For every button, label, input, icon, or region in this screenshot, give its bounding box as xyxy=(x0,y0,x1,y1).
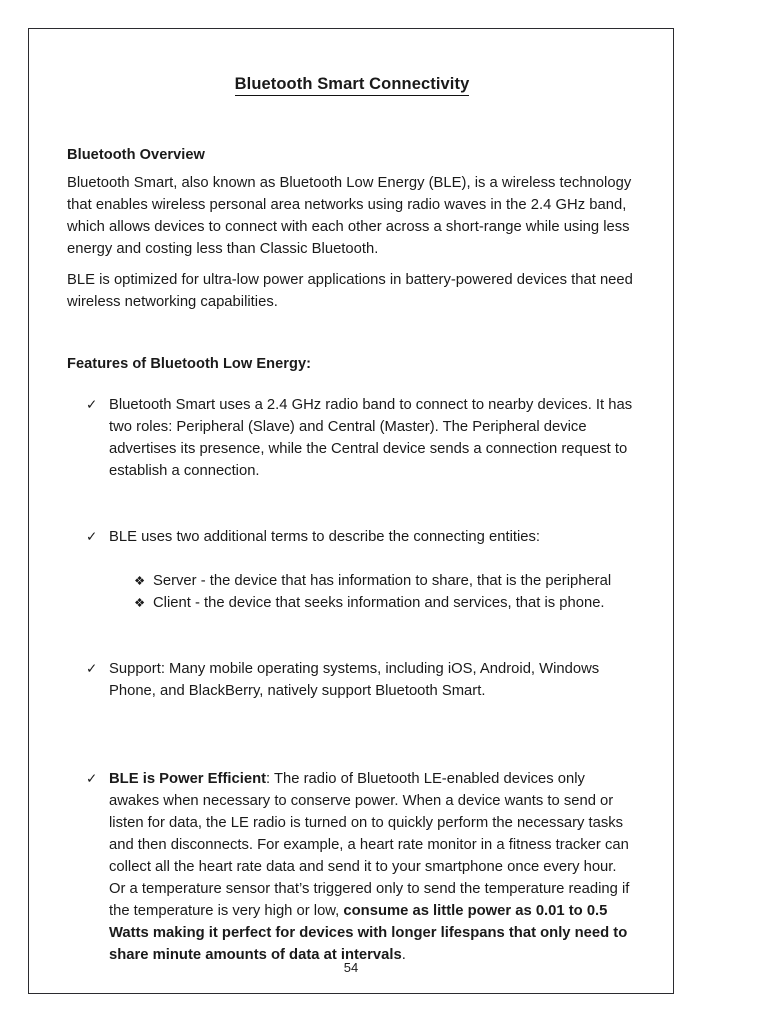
diamond-icon: ❖ xyxy=(134,596,146,610)
list-item xyxy=(86,394,637,482)
spacer xyxy=(67,313,637,347)
spacer xyxy=(67,347,637,356)
check-icon: ✓ xyxy=(86,771,98,786)
page-title xyxy=(67,75,637,94)
check-icon: ✓ xyxy=(86,397,98,412)
diamond-icon: ❖ xyxy=(134,574,146,588)
list-item-label: Support: Many mobile operating systems, including iOS, Android, Windows Phone, and BlackBerry, natively support Bluetooth Smart. xyxy=(109,661,600,699)
spacer xyxy=(67,138,637,147)
list-item-label: Server - the device that has information to share, that is the peripheral xyxy=(153,573,612,589)
list-item xyxy=(134,592,637,614)
body-text-part-1: : The radio of Bluetooth LE-enabled devices only awakes when necessary to conserve power. When a device wants to send or listen for data, the LE radio is turned on to quickly perform the necessary tasks and then disconnects. For example, a heart rate monitor in a fitness tracker can collect all the heart rate data and send it to your smartphone once every hour. Or a temperature sensor that’s triggered only to send the temperature reading if the temperature is very high or low, xyxy=(109,771,630,919)
page-number: 54 xyxy=(343,960,359,975)
list-item xyxy=(134,570,637,592)
paragraph-overview-2: BLE is optimized for ultra-low power applications in battery-powered devices that need wireless networking capabilities. xyxy=(67,272,633,310)
list-item xyxy=(86,768,637,966)
list-item-label: Client - the device that seeks information and services, that is phone. xyxy=(153,595,605,611)
list-item xyxy=(86,526,637,548)
spacer xyxy=(67,94,637,138)
list-item xyxy=(86,658,637,702)
bold-tail-text: consume as little power as 0.01 to 0.5 Watts making it perfect for devices with longer lifespans that only need to share minute amounts of data at intervals xyxy=(109,903,628,963)
heading-features: Features of Bluetooth Low Energy: xyxy=(67,356,312,372)
spacer xyxy=(67,702,637,724)
body-text-part-2: . xyxy=(401,947,406,963)
bold-lead-text: BLE is Power Efficient xyxy=(109,771,267,787)
spacer xyxy=(67,746,637,768)
spacer xyxy=(67,636,637,658)
check-icon: ✓ xyxy=(86,661,98,676)
document-page xyxy=(28,28,674,994)
spacer xyxy=(67,372,637,394)
spacer xyxy=(67,614,637,636)
list-item-label: BLE uses two additional terms to describe the connecting entities: xyxy=(109,529,540,545)
spacer xyxy=(67,482,637,504)
heading-bluetooth-overview: Bluetooth Overview xyxy=(67,147,205,163)
paragraph-overview-1: Bluetooth Smart, also known as Bluetooth Low Energy (BLE), is a wireless technology that enables wireless personal area networks using radio waves in the 2.4 GHz band, which allows devices to connect with each other across a short-range while using less energy and costing less than Classic Bluetooth. xyxy=(67,175,632,257)
spacer xyxy=(67,163,637,172)
list-item-label xyxy=(109,768,637,966)
spacer xyxy=(67,548,637,570)
spacer xyxy=(67,724,637,746)
page-title-text: Bluetooth Smart Connectivity xyxy=(235,75,470,96)
spacer xyxy=(67,260,637,269)
check-icon: ✓ xyxy=(86,529,98,544)
spacer xyxy=(67,504,637,526)
page-content xyxy=(67,49,637,966)
list-item-label: Bluetooth Smart uses a 2.4 GHz radio band to connect to nearby devices. It has two roles: Peripheral (Slave) and Central (Master). The Peripheral device advertises its presence, while the Central device sends a connection request to establish a connection. xyxy=(109,397,633,479)
